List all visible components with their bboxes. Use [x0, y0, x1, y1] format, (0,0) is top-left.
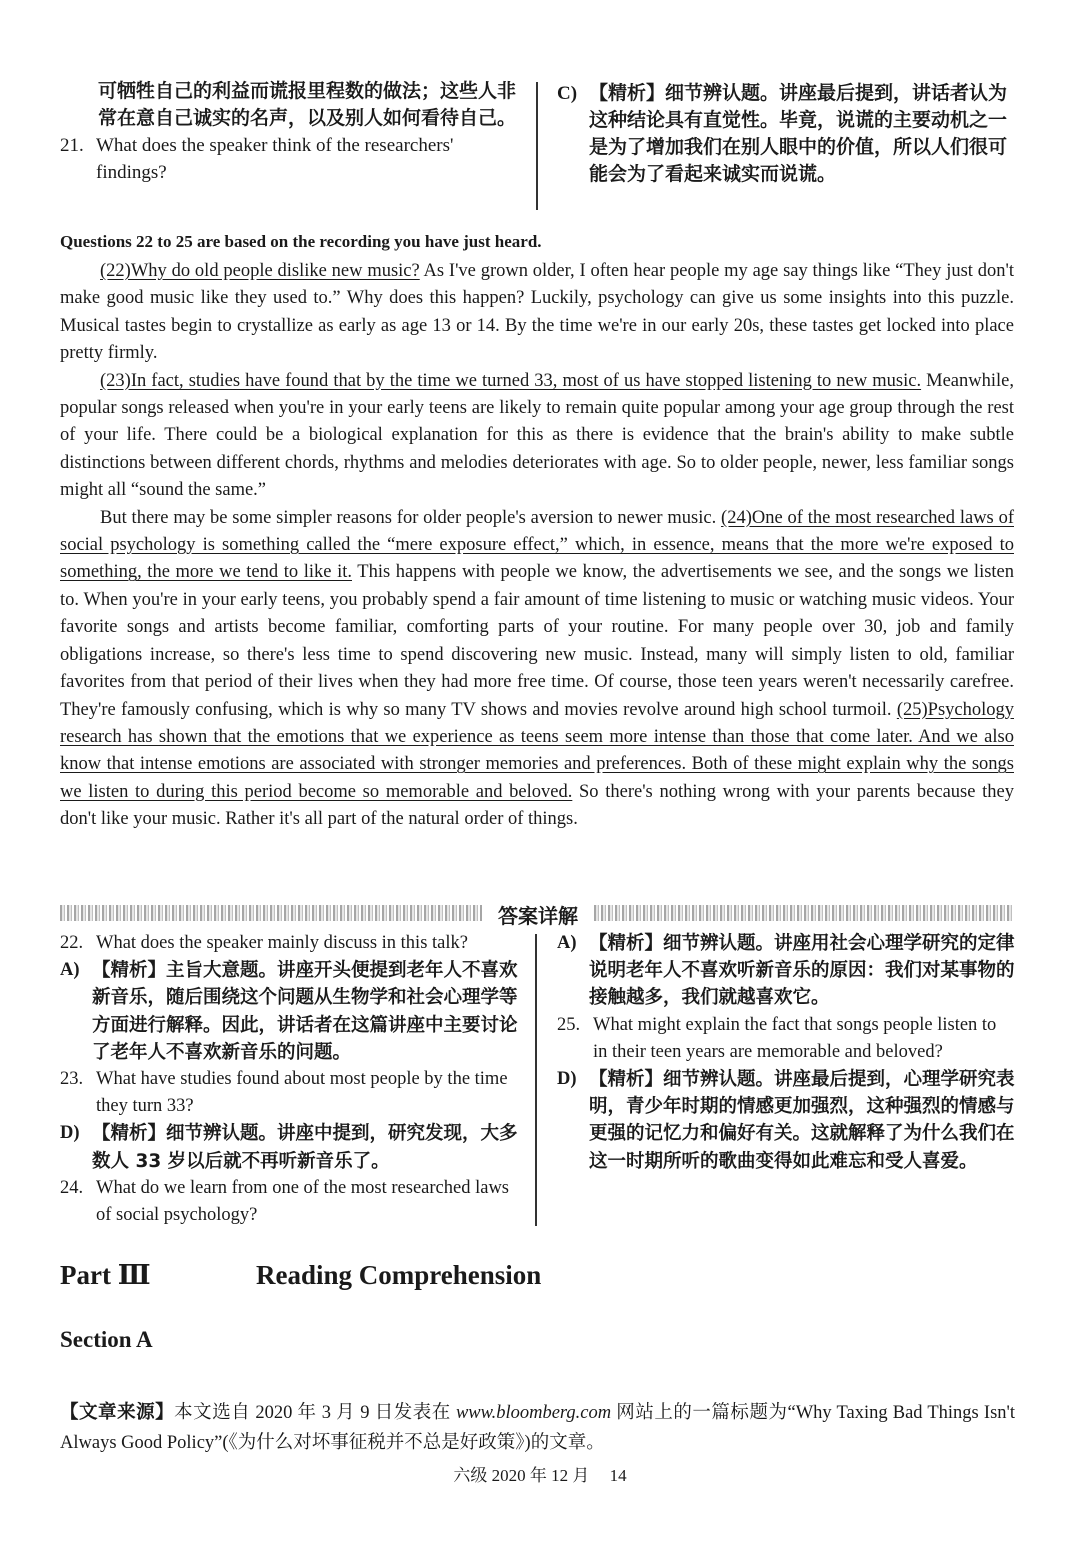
answer-analysis: 【精析】主旨大意题。讲座开头便提到老年人不喜欢新音乐，随后围绕这个问题从生物学和社会心理学等方面进行解释。因此，讲话者在这篇讲座中主要讨论了老年人不喜欢新音乐的问题。 [92, 960, 518, 1063]
answer-letter: D) [60, 1123, 80, 1144]
question-text: What have studies found about most people by the time they turn 33? [96, 1069, 508, 1117]
passage-text: So there's nothing wrong with your parents because they don't like your music. Rather it's all part of the natural order of things. [60, 781, 1015, 830]
answer-analysis: 【精析】细节辨认题。讲座用社会心理学研究的定律说明老年人不喜欢听新音乐的原因：我们对某事物的接触越多，我们就越喜欢它。 [589, 933, 1015, 1009]
part-name: Reading Comprehension [256, 1260, 542, 1290]
source-label: 【文章来源】 [60, 1402, 175, 1423]
passage-paragraph-1 [60, 258, 1014, 368]
question-24 [60, 1175, 522, 1229]
page-number: 14 [609, 1466, 627, 1485]
answer-letter: A) [60, 960, 80, 981]
underlined-sentence-23: (23)In fact, studies have found that by the time we turned 33, most of us have stopped listening to new music. [100, 370, 922, 391]
answer-section-header [60, 900, 1014, 926]
question-23 [60, 1066, 522, 1120]
underlined-sentence-25: (25)Psychology research has shown that the emotions that we experience as teens seem more intense than those that come later. And we also know that intense emotions are associated with stronger memories and preferences. Both of these might explain why the songs we listen to during this period become so memorable and beloved. [60, 699, 1014, 802]
answers-right-column [557, 930, 1015, 1175]
top-right-column [557, 80, 1015, 188]
question-number: 25. [557, 1014, 581, 1035]
passage-text: But there may be some simpler reasons for older people's aversion to newer music. [100, 507, 722, 528]
answer-letter: A) [557, 933, 577, 953]
passage-paragraph-2 [60, 368, 1014, 505]
article-source [60, 1398, 1015, 1458]
transcript-passage [60, 258, 1014, 834]
question-text: What does the speaker mainly discuss in this talk? [96, 933, 468, 953]
answer-analysis: 【精析】细节辨认题。讲座中提到，研究发现，大多数人 33 岁以后就不再听新音乐了。 [92, 1123, 518, 1172]
answer-letter: C) [557, 83, 578, 104]
answer-25 [557, 1066, 1015, 1175]
underlined-sentence-22: (22)Why do old people dislike new music? [100, 261, 420, 281]
question-number: 23. [60, 1069, 84, 1090]
answer-21 [557, 80, 1015, 188]
passage-text: Meanwhile, popular songs released when you're in your early teens are likely to remain quite popular among your age group through the rest of your life. There could be a biological explanation for this as there is evidence that the brain's ability to make subtle distinctions between different chords, rhythms and melodies deteriorates with age. So to older people, newer, less familiar songs might all “sound the same.” [60, 370, 1014, 501]
page-footer [0, 1461, 1080, 1486]
passage-paragraph-3 [60, 505, 1014, 834]
question-text: What do we learn from one of the most researched laws of social psychology? [96, 1177, 510, 1226]
column-divider [535, 934, 537, 1226]
question-number: 24. [60, 1177, 84, 1198]
answer-22 [60, 957, 522, 1066]
answers-left-column [60, 930, 522, 1229]
source-text: 本文选自 2020 年 3 月 9 日发表在 [174, 1403, 456, 1423]
questions-heading: Questions 22 to 25 are based on the recording you have just heard. [60, 232, 542, 251]
previous-answer-continuation: 可牺牲自己的利益而谎报里程数的做法；这些人非常在意自己诚实的名声，以及别人如何看待自己。 [98, 80, 517, 129]
passage-text: As I've grown older, I often hear people my age say things like “They just don't make good music like they used to.” Why does this happen? Luckily, psychology can give us some insights into this puzzle. Musical tastes begin to crystallize as early as age 13 or 14. By the time we're in our early 20s, these tastes get locked into place pretty firmly. [60, 261, 1014, 364]
underlined-sentence-24: (24)One of the most researched laws of social psychology is something called the “mere exposure effect,” which, in essence, means that the more we're exposed to something, the more we tend to like it. [60, 507, 1014, 583]
decorative-hatch-right [594, 905, 1014, 921]
column-divider [536, 82, 538, 210]
question-21 [60, 132, 520, 186]
question-number: 22. [60, 933, 84, 953]
part-label: Part Ⅲ [60, 1260, 151, 1290]
answer-analysis: 【精析】细节辨认题。讲座最后提到，心理学研究表明，青少年时期的情感更加强烈，这种强烈的情感与更强的记忆力和偏好有关。这就解释了为什么我们在这一时期所听的歌曲变得如此难忘和受人喜爱。 [589, 1069, 1015, 1172]
source-site: www.bloomberg.com [455, 1403, 612, 1423]
answer-24 [557, 930, 1015, 1012]
question-25 [557, 1012, 1015, 1066]
section-label: Section A [60, 1327, 153, 1352]
exam-label: 六级 2020 年 12 月 [453, 1466, 590, 1485]
answer-analysis: 【精析】细节辨认题。讲座最后提到，讲话者认为这种结论具有直觉性。毕竟，说谎的主要动机之一是为了增加我们在别人眼中的价值，所以人们很可能会为了看起来诚实而说谎。 [589, 82, 1008, 185]
source-text: 网站上的一篇标题为“Why Taxing Bad Things Isn't Always Good Policy”(《为什么对坏事征税并不总是好政策》)的文章。 [60, 1403, 1015, 1453]
answer-letter: D) [557, 1069, 577, 1090]
answer-section-title: 答案详解 [488, 900, 588, 929]
decorative-hatch-left [60, 905, 482, 921]
passage-text: This happens with people we know, the advertisements we see, and the songs we listen to. When you're in your early teens, you probably spend a fair amount of time listening to music or watching music videos. Your favorite songs and artists become familiar, comforting parts of your routine. For many people over 30, job and family obligations increase, so there's less time to spend discovering new music. Instead, many will simply listen to old, familiar favorites from that period of their lives when they had more free time. Of course, those teen years weren't necessarily carefree. They're famously confusing, which is why so many TV shows and movies revolve around high school turmoil. [60, 562, 1015, 720]
question-22 [60, 930, 522, 957]
question-text: What might explain the fact that songs people listen to in their teen years are memorable and beloved? [593, 1014, 997, 1062]
top-left-column [60, 78, 520, 186]
question-text: What does the speaker think of the researchers' findings? [96, 135, 454, 183]
question-number: 21. [60, 135, 84, 156]
answer-23 [60, 1120, 522, 1174]
